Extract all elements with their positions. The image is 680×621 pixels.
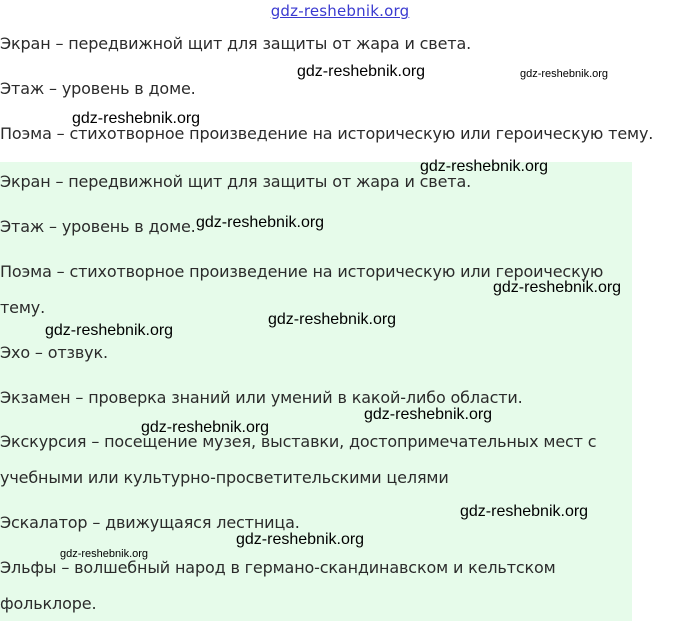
text-line: Этаж – уровень в доме.: [0, 79, 196, 98]
text-line: Поэма – стихотворное произведение на историческую или героическую тему.: [0, 124, 654, 143]
text-line: Эльфы – волшебный народ в германо-скандинавском и кельтском: [0, 558, 556, 577]
watermark: gdz-reshebnik.org: [236, 531, 365, 548]
text-line: Этаж – уровень в доме.: [0, 217, 196, 236]
watermark: gdz-reshebnik.org: [493, 279, 622, 296]
text-line: учебными или культурно-просветительскими целями: [0, 468, 449, 487]
text-line: Экран – передвижной щит для защиты от жара и света.: [0, 172, 472, 191]
watermark: gdz-reshebnik.org: [520, 68, 609, 80]
watermark: gdz-reshebnik.org: [196, 214, 325, 231]
text-line: Экран – передвижной щит для защиты от жара и света.: [0, 34, 472, 53]
text-line: Экскурсия – посещение музея, выставки, достопримечательных мест с: [0, 432, 597, 451]
text-line: Эскалатор – движущаяся лестница.: [0, 513, 300, 532]
text-line: Поэма – стихотворное произведение на историческую или героическую: [0, 262, 604, 281]
watermark: gdz-reshebnik.org: [364, 406, 493, 423]
text-line: тему.: [0, 298, 46, 317]
watermark: gdz-reshebnik.org: [60, 548, 149, 560]
watermark: gdz-reshebnik.org: [420, 158, 549, 175]
text-line: Экзамен – проверка знаний или умений в какой-либо области.: [0, 388, 523, 407]
watermark: gdz-reshebnik.org: [268, 311, 397, 328]
watermark: gdz-reshebnik.org: [297, 63, 426, 80]
text-line: фольклоре.: [0, 594, 97, 613]
watermark: gdz-reshebnik.org: [460, 503, 589, 520]
text-line: Эхо – отзвук.: [0, 343, 108, 362]
watermark: gdz-reshebnik.org: [72, 110, 201, 127]
site-link[interactable]: gdz-reshebnik.org: [270, 2, 410, 20]
watermark: gdz-reshebnik.org: [141, 419, 270, 436]
watermark: gdz-reshebnik.org: [45, 322, 174, 339]
